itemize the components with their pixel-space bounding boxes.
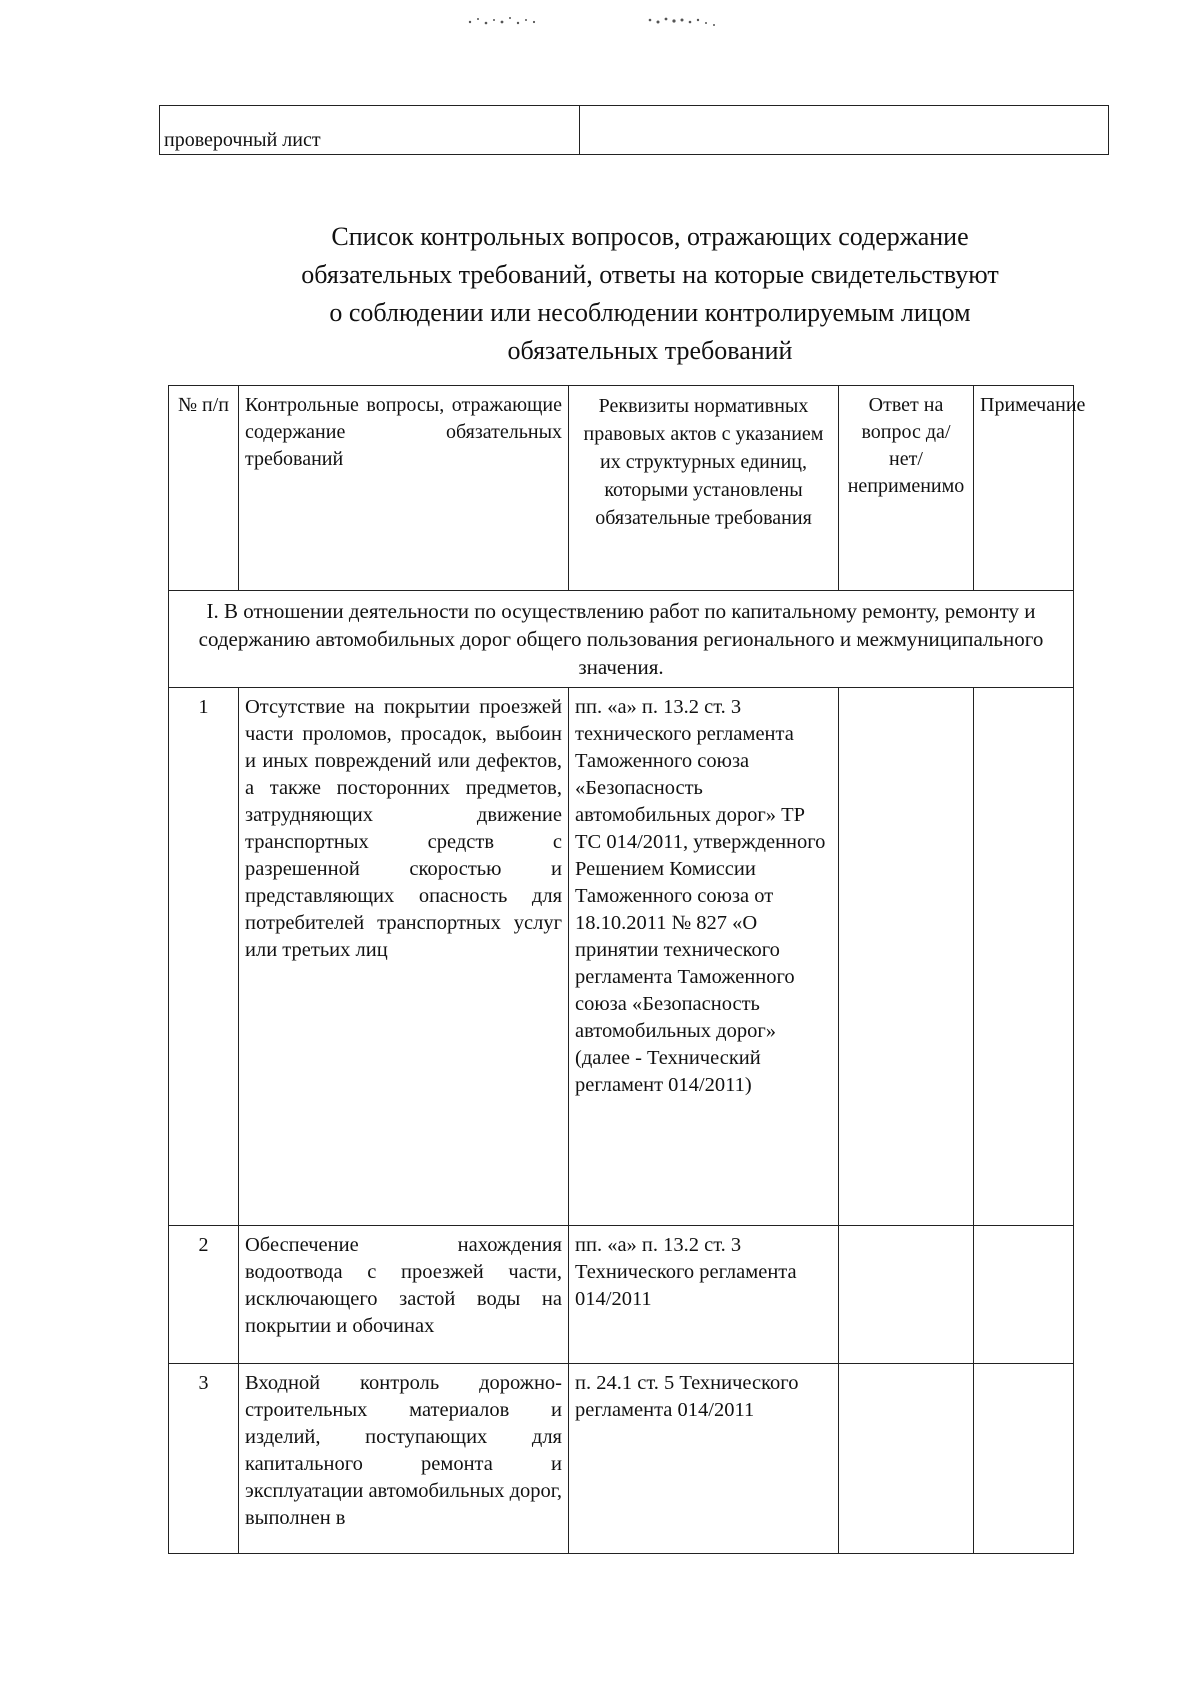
- document-title: [200, 218, 1100, 370]
- row-reference: пп. «а» п. 13.2 ст. 3 технического регламента Таможенного союза «Безопасность автомобильных дорог» ТР ТС 014/2011, утвержденного Решением Комиссии Таможенного союза от 18.10.2011 № 827 «О принятии технического регламента Таможенного союза «Безопасность автомобильных дорог» (далее - Технический регламент 014/2011): [569, 688, 839, 1226]
- row-note: [974, 688, 1074, 1226]
- requirements-table-wrapper: [168, 385, 1086, 1554]
- document-title-line: Список контрольных вопросов, отражающих содержание: [331, 222, 969, 251]
- table-row: [169, 688, 1074, 1226]
- row-question: Отсутствие на покрытии проезжей части проломов, просадок, выбоин и иных повреждений или дефектов, а также посторонних предметов, затрудняющих движение транспортных средств с разрешенной скоростью и представляющих опасность для потребителей транспортных услуг или третьих лиц: [239, 688, 569, 1226]
- row-question: Обеспечение нахождения водоотвода с проезжей части, исключающего застой воды на покрытии и обочинах: [239, 1226, 569, 1364]
- row-reference: пп. «а» п. 13.2 ст. 3 Технического регламента 014/2011: [569, 1226, 839, 1364]
- column-header-number: № п/п: [169, 386, 239, 591]
- row-note: [974, 1364, 1074, 1554]
- row-answer: [839, 688, 974, 1226]
- column-header-answer: Ответ на вопрос да/нет/неприменимо: [839, 386, 974, 591]
- column-header-note: Примечание: [974, 386, 1074, 591]
- column-header-question: Контрольные вопросы, отражающие содержание обязательных требований: [239, 386, 569, 591]
- row-answer: [839, 1364, 974, 1554]
- document-title-line: обязательных требований: [507, 336, 793, 365]
- document-title-line: обязательных требований, ответы на которые свидетельствуют: [301, 260, 999, 289]
- checklist-header-box: [159, 105, 1109, 155]
- row-note: [974, 1226, 1074, 1364]
- row-number: 3: [169, 1364, 239, 1554]
- checklist-header-value: [580, 106, 1108, 154]
- document-title-line: о соблюдении или несоблюдении контролируемым лицом: [329, 298, 971, 327]
- table-row: [169, 1364, 1074, 1554]
- row-number: 1: [169, 688, 239, 1226]
- requirements-table: [168, 385, 1086, 1554]
- checklist-header-label: проверочный лист: [160, 106, 580, 154]
- section-heading: I. В отношении деятельности по осуществлению работ по капитальному ремонту, ремонту и содержанию автомобильных дорог общего пользования регионального и межмуниципального значения.: [169, 591, 1074, 688]
- section-row: [169, 591, 1074, 688]
- row-answer: [839, 1226, 974, 1364]
- scan-artifact-marks: [0, 10, 1200, 34]
- row-question: Входной контроль дорожно-строительных материалов и изделий, поступающих для капитального ремонта и эксплуатации автомобильных дорог, выполнен в: [239, 1364, 569, 1554]
- row-number: 2: [169, 1226, 239, 1364]
- column-header-reference: Реквизиты нормативных правовых актов с указанием их структурных единиц, которыми установлены обязательные требования: [569, 386, 839, 591]
- table-header-row: [169, 386, 1074, 591]
- table-row: [169, 1226, 1074, 1364]
- row-reference: п. 24.1 ст. 5 Технического регламента 014/2011: [569, 1364, 839, 1554]
